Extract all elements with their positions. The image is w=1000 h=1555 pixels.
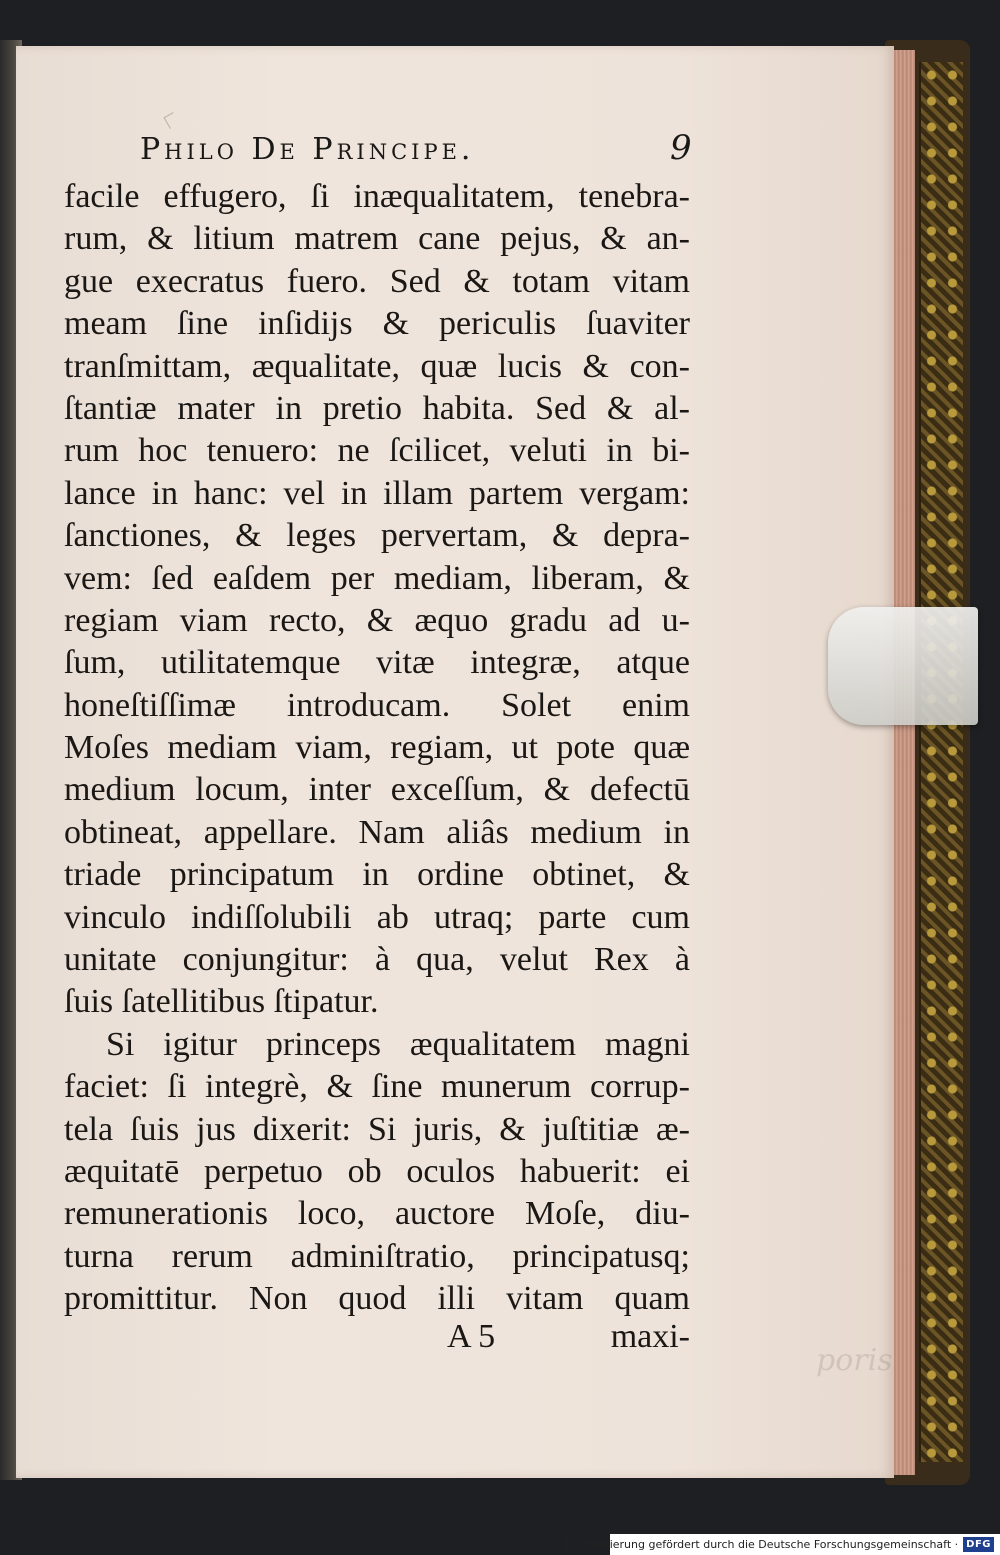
digitization-credit <box>565 1534 1000 1555</box>
body-text <box>64 176 704 1321</box>
text-line: triade principatum in ordine obtinet, & <box>64 856 690 894</box>
dfg-logo: DFG <box>963 1537 994 1552</box>
text-line: tranſmittam, æqualitate, quæ lucis & con- <box>64 347 690 385</box>
text-line: ſuis ſatellitibus ſtipatur. <box>64 983 379 1021</box>
text-line: obtineat, appellare. Nam aliâs medium in <box>64 813 690 851</box>
text-line: turna rerum adminiſtratio, principatusq; <box>64 1237 690 1275</box>
text-line: lance in hanc: vel in illam partem vergam: <box>64 474 690 512</box>
page-tab-clip <box>828 607 978 725</box>
book-fore-edge <box>885 40 970 1485</box>
folio-number: 9 <box>670 128 692 168</box>
text-line: promittitur. Non quod illi vitam quam <box>64 1280 690 1318</box>
text-line: ſanctiones, & leges pervertam, & depra- <box>64 517 690 555</box>
page-footer <box>64 1318 690 1364</box>
gilt-edge-pattern <box>919 62 963 1462</box>
credit-text: Digitalisierung gefördert durch die Deutsche Forschungsgemeinschaft · <box>565 1538 959 1551</box>
text-line: meam ſine inſidijs & periculis ſuaviter <box>64 305 690 343</box>
paragraph-first-line: Si igitur princeps æqualitatem magni <box>106 1025 690 1063</box>
catchword: maxi- <box>610 1318 690 1355</box>
text-line: rum hoc tenuero: ne ſcilicet, veluti in bi- <box>64 432 690 470</box>
text-line: tela ſuis jus dixerit: Si juris, & juſtitiæ æ- <box>64 1110 690 1148</box>
text-line: unitate conjungitur: à qua, velut Rex à <box>64 941 690 979</box>
signature-mark: A 5 <box>447 1318 496 1355</box>
pencil-mark <box>163 112 179 129</box>
text-line: regiam viam recto, & æquo gradu ad u- <box>64 601 690 639</box>
show-through-text: poris <box>816 1343 893 1378</box>
text-line: ſum, utilitatemque vitæ integræ, atque <box>64 644 690 682</box>
text-line: ſtantiæ mater in pretio habita. Sed & al- <box>64 389 690 427</box>
text-line: faciet: ſi integrè, & ſine munerum corrup- <box>64 1068 690 1106</box>
text-line: remunerationis loco, auctore Moſe, diu- <box>64 1195 690 1233</box>
text-line: vinculo indiſſolubili ab utraq; parte cum <box>64 898 690 936</box>
running-title: Philo De Principe. <box>140 132 475 167</box>
text-line: rum, & litium matrem cane pejus, & an- <box>64 220 690 258</box>
text-line: facile effugero, ſi inæqualitatem, tenebra- <box>64 178 690 215</box>
text-line: honeſtiſſimæ introducam. Solet enim <box>64 686 690 724</box>
text-line: gue execratus fuero. Sed & totam vitam <box>64 262 690 300</box>
text-line: vem: ſed eaſdem per mediam, liberam, & <box>64 559 690 597</box>
text-line: medium locum, inter exceſſum, & defectū <box>64 771 690 809</box>
text-line: Moſes mediam viam, regiam, ut pote quæ <box>64 729 690 767</box>
text-line: æquitatē perpetuo ob oculos habuerit: ei <box>64 1152 690 1190</box>
